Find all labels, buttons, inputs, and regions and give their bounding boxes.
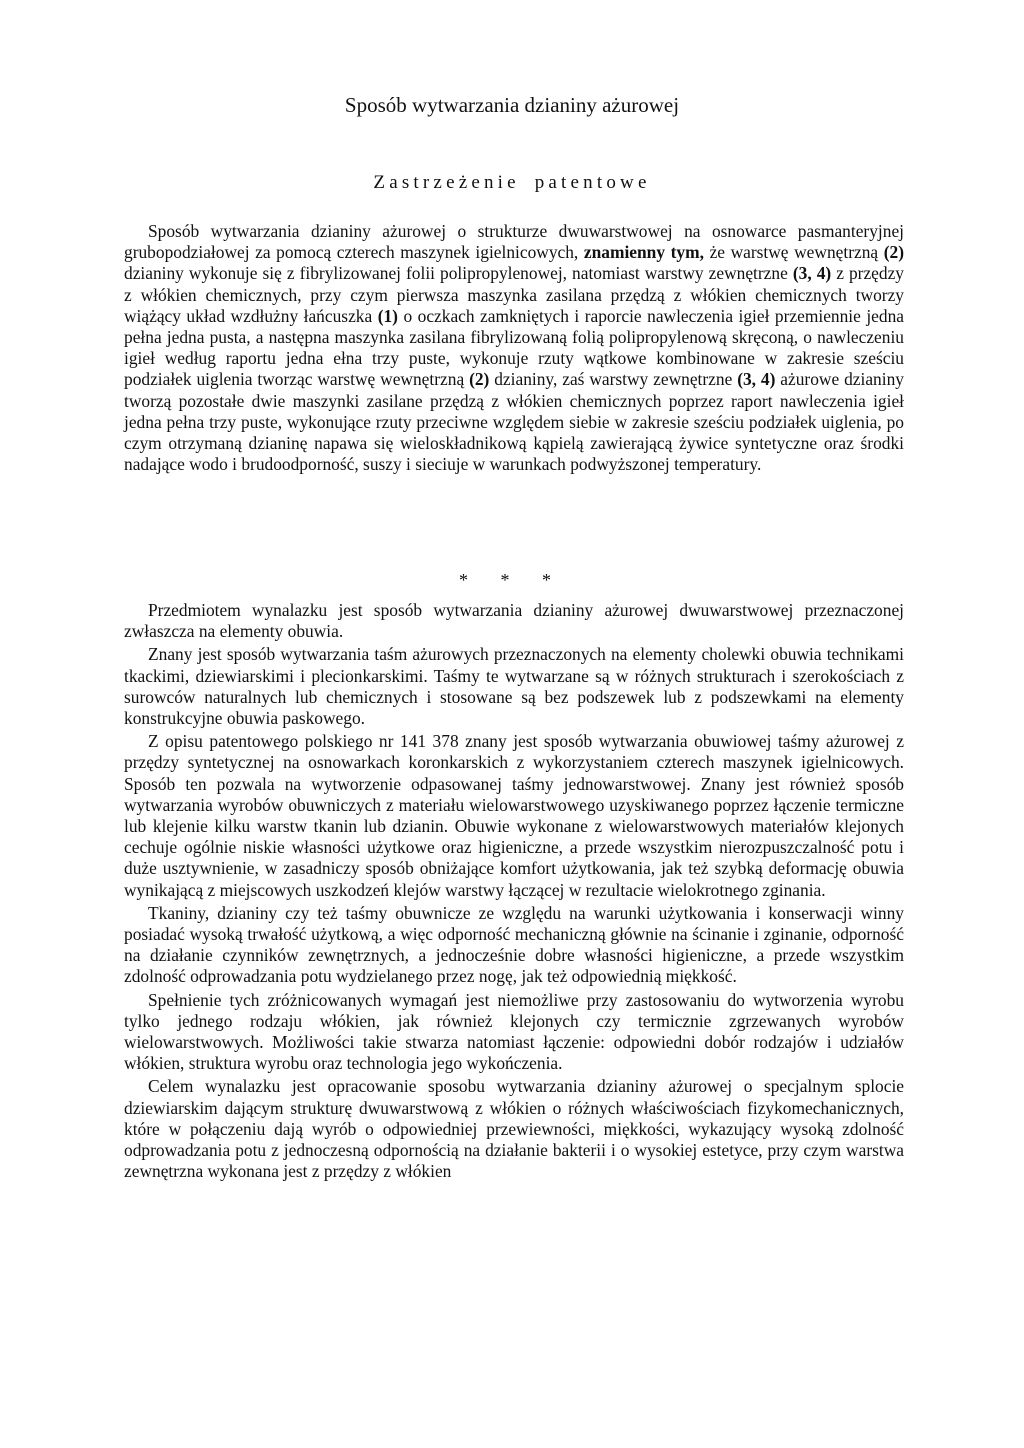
description-paragraph: Spełnienie tych zróżnicowanych wymagań jest niemożliwe przy zastosowaniu do wytworzenia wyrobu tylko jednego rodzaju włókien, jak również klejonych czy termicznie zgrzewanych wyrobów wielowarstwowych. Możliwości takie stwarza natomiast łączenie: odpowiedni dobór rodzajów i udziałów włókien, struktura wyrobu oraz technologia jego wykończenia. [124, 989, 904, 1074]
claim-ref-inner: (2) [883, 242, 904, 263]
claim-ref-chain: (1) [377, 305, 398, 326]
claim-text-6: dzianiny, zaś warstwy zewnętrzne [494, 369, 733, 390]
description-paragraph: Z opisu patentowego polskiego nr 141 378 znany jest sposób wytwarzania obuwiowej taśmy ażurowej z przędzy syntetycznej na osnowarkach koronkarskich z wykorzystaniem czterech maszynek igielnicowych. Sposób ten pozwala na wytworzenie odpasowanej taśmy jednowarstwowej. Znany jest również sposób wytwarzania wyrobów obuwniczych z materiału wielowarstwowego uzyskiwanego poprzez łączenie termiczne lub klejenie kilku warstw tkanin lub dzianin. Obuwie wykonane z wielowarstwowych materiałów klejonych cechuje ogólnie niskie własności użytkowe oraz higieniczne, a przede wszystkim nierozpuszczalność potu i duże usztywnienie, w zasadniczy sposób obniżające komfort użytkowania, jak też szybką deformację obuwia wynikającą z miejscowych uszkodzeń klejów warstwy łączącej w rezultacie wielokrotnego zginania. [124, 731, 904, 900]
claim-text-2: że warstwę wewnętrzną [709, 242, 879, 263]
description-paragraph: Znany jest sposób wytwarzania taśm ażurowych przeznaczonych na elementy cholewki obuwia technikami tkackimi, dziewiarskimi i plecionkarskimi. Taśmy te wytwarzane są w różnych strukturach i szerokościach z surowców naturalnych lub chemicznych i stosowane są bez podszewek lub z podszewkami na elementy konstrukcyjne obuwia paskowego. [124, 644, 904, 729]
description-paragraph: Przedmiotem wynalazku jest sposób wytwarzania dzianiny ażurowej dwuwarstwowej przeznaczonej zwłaszcza na elementy obuwia. [124, 600, 904, 642]
claim-ref-outer-2: (3, 4) [737, 369, 776, 390]
section-separator: * * * [459, 570, 565, 590]
claim-ref-inner-2: (2) [469, 369, 490, 390]
claim-emphasis: znamienny tym, [583, 242, 704, 263]
claim-text-1: Sposób wytwarzania dzianiny ażurowej o strukturze dwuwarstwowej na osnowarce pasmanteryjnej grubopodziałowej za pomocą czterech maszynek igielnicowych, [124, 221, 904, 263]
description-paragraph: Celem wynalazku jest opracowanie sposobu wytwarzania dzianiny ażurowej o specjalnym splocie dziewiarskim dającym strukturę dwuwarstwową z włókien o różnych właściwościach fizykomechanicznych, które w połączeniu dają wyrób o odpowiedniej przewiewności, miękkości, wykazujący wysoką zdolność odprowadzania potu z jednoczesną odpornością na działanie bakterii i o wysokiej estetyce, przy czym warstwa zewnętrzna wykonana jest z przędzy z włókien [124, 1076, 904, 1182]
claim-heading: Zastrzeżenie patentowe [373, 172, 651, 193]
claim-text-7: ażurowe dzianiny tworzą pozostałe dwie maszynki zasilane przędzą z włókien chemicznych poprzez raport nawleczenia igieł jedna pełna trzy puste, wykonujące rzuty przeciwne względem siebie w zakresie sześciu podziałek uiglenia, po czym otrzymaną dzianinę napawa się wieloskładnikową kąpielą zawierającą żywice syntetyczne oraz środki nadające wodo i brudoodporność, suszy i sieciuje w warunkach podwyższonej temperatury. [124, 369, 904, 475]
claim-ref-outer: (3, 4) [792, 263, 832, 284]
claim-text-3: dzianiny wykonuje się z fibrylizowanej folii polipropylenowej, natomiast warstwy zewnętrzne [124, 263, 788, 284]
claim-paragraph [124, 221, 904, 475]
document-title: Sposób wytwarzania dzianiny ażurowej [344, 93, 680, 117]
description [124, 600, 904, 1184]
patent-claim [124, 221, 904, 475]
description-paragraph: Tkaniny, dzianiny czy też taśmy obuwnicze ze względu na warunki użytkowania i konserwacji winny posiadać wysoką trwałość użytkową, a więc odporność mechaniczną głównie na ścinanie i zginanie, odporność na działanie czynników zewnętrznych, a jednocześnie dobre własności higieniczne, a przede wszystkim zdolność odprowadzania potu wydzielanego przez nogę, jak też odpowiednią miękkość. [124, 902, 904, 987]
claim-text-4: z przędzy z włókien chemicznych, przy czym pierwsza maszynka zasilana przędzą z włókien chemicznych tworzy wiążący układ wzdłużny łańcuszka [124, 263, 904, 326]
claim-text-5: o oczkach zamkniętych i raporcie nawleczenia igieł przemiennie jedna pełna jedna pusta, a następna maszynka zasilana fibrylizowaną folią polipropylenową skręconą, o nawleczeniu igieł według raportu jedna ełna trzy puste, wykonuje rzuty wątkowe kombinowane w zakresie sześciu podziałek uiglenia tworząc warstwę wewnętrzną [124, 305, 904, 390]
